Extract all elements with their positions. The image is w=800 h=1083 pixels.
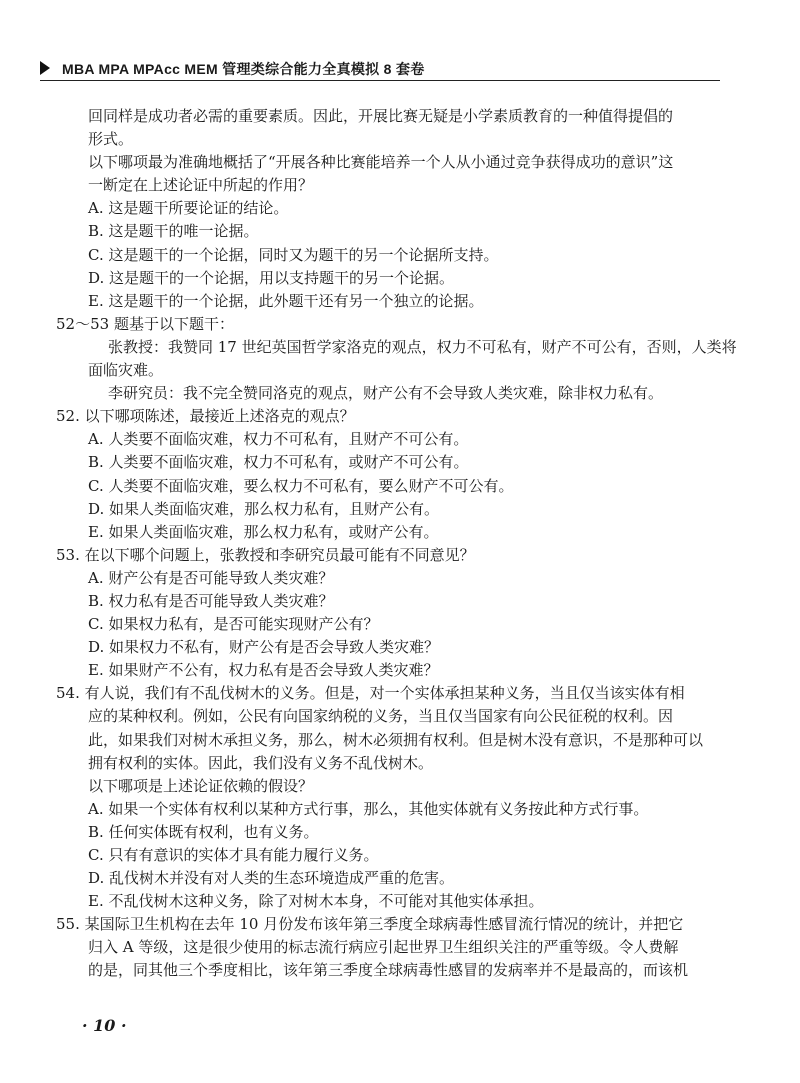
answer-option: A. 如果一个实体有权利以某种方式行事，那么，其他实体就有义务按此种方式行事。 xyxy=(88,799,649,818)
page-body xyxy=(56,105,737,983)
passage-line: 应的某种权利。例如，公民有向国家纳税的义务，当且仅当国家有向公民征税的权利。因 xyxy=(88,707,674,726)
header-rule xyxy=(40,80,720,81)
page-number: · 10 · xyxy=(82,1016,127,1035)
question-stem: 以下哪项最为准确地概括了“开展各种比赛能培养一个人从小通过竞争获得成功的意识”这 xyxy=(88,153,674,172)
question-53: 53. 在以下哪个问题上，张教授和李研究员最可能有不同意见？ xyxy=(56,545,475,564)
passage-line: 的是，同其他三个季度相比，该年第三季度全球病毒性感冒的发病率并不是最高的，而该机 xyxy=(88,961,689,980)
question-55: 55. 某国际卫生机构在去年 10 月份发布该年第三季度全球病毒性感冒流行情况的统计，并把它 xyxy=(56,915,684,934)
question-stem: 以下哪项是上述论证依赖的假设？ xyxy=(88,776,314,795)
answer-option: C. 如果权力私有，是否可能实现财产公有？ xyxy=(88,615,379,634)
question-group-heading: 52～53 题基于以下题干： xyxy=(56,314,234,333)
header-title: MBA MPA MPAcc MEM 管理类综合能力全真模拟 8 套卷 xyxy=(62,61,425,77)
running-header xyxy=(40,56,720,80)
question-stem: 一断定在上述论证中所起的作用？ xyxy=(88,176,314,195)
passage-line: 面临灾难。 xyxy=(88,361,164,380)
answer-option: B. 人类要不面临灾难，权力不可私有，或财产不可公有。 xyxy=(88,453,469,472)
answer-option: D. 如果人类面临灾难，那么权力私有，且财产公有。 xyxy=(88,499,440,518)
answer-option: E. 不乱伐树木这种义务，除了对树木本身，不可能对其他实体承担。 xyxy=(88,892,544,911)
text-line: 回同样是成功者必需的重要素质。因此，开展比赛无疑是小学素质教育的一种值得提倡的 xyxy=(88,107,674,125)
answer-option: A. 这是题干所要论证的结论。 xyxy=(88,199,289,218)
passage-line: 李研究员：我不完全赞同洛克的观点，财产公有不会导致人类灾难，除非权力私有。 xyxy=(108,384,664,403)
answer-option: D. 如果权力不私有，财产公有是否会导致人类灾难？ xyxy=(88,638,440,657)
text-line: 形式。 xyxy=(88,130,134,149)
question-54: 54. 有人说，我们有不乱伐树木的义务。但是，对一个实体承担某种义务，当且仅当该实体有相 xyxy=(56,684,685,703)
answer-option: A. 人类要不面临灾难，权力不可私有，且财产不可公有。 xyxy=(88,430,469,449)
header-arrow-icon xyxy=(40,61,50,75)
passage-line: 归入 A 等级，这是很少使用的标志流行病应引起世界卫生组织关注的严重等级。令人费解 xyxy=(88,938,679,957)
passage-line: 此，如果我们对树木承担义务，那么，树木必须拥有权利。但是树木没有意识，不是那种可以 xyxy=(88,730,704,749)
answer-option: D. 乱伐树木并没有对人类的生态环境造成严重的危害。 xyxy=(88,869,455,888)
answer-option: C. 只有有意识的实体才具有能力履行义务。 xyxy=(88,846,379,864)
answer-option: E. 如果财产不公有，权力私有是否会导致人类灾难？ xyxy=(88,661,439,680)
answer-option: B. 权力私有是否可能导致人类灾难？ xyxy=(88,591,334,610)
passage-line: 拥有权利的实体。因此，我们没有义务不乱伐树木。 xyxy=(88,753,434,772)
question-52: 52. 以下哪项陈述，最接近上述洛克的观点？ xyxy=(56,407,355,426)
answer-option: C. 人类要不面临灾难，要么权力不可私有，要么财产不可公有。 xyxy=(88,476,514,495)
answer-option: E. 如果人类面临灾难，那么权力私有，或财产公有。 xyxy=(88,522,439,541)
answer-option: D. 这是题干的一个论据，用以支持题干的另一个论据。 xyxy=(88,268,455,287)
answer-option: B. 任何实体既有权利，也有义务。 xyxy=(88,822,319,841)
answer-option: E. 这是题干的一个论据，此外题干还有另一个独立的论据。 xyxy=(88,291,484,310)
answer-option: A. 财产公有是否可能导致人类灾难？ xyxy=(88,568,334,587)
answer-option: C. 这是题干的一个论据，同时又为题干的另一个论据所支持。 xyxy=(88,245,499,264)
passage-line: 张教授：我赞同 17 世纪英国哲学家洛克的观点，权力不可私有，财产不可公有，否则，人类将 xyxy=(108,337,737,356)
answer-option: B. 这是题干的唯一论据。 xyxy=(88,222,259,241)
